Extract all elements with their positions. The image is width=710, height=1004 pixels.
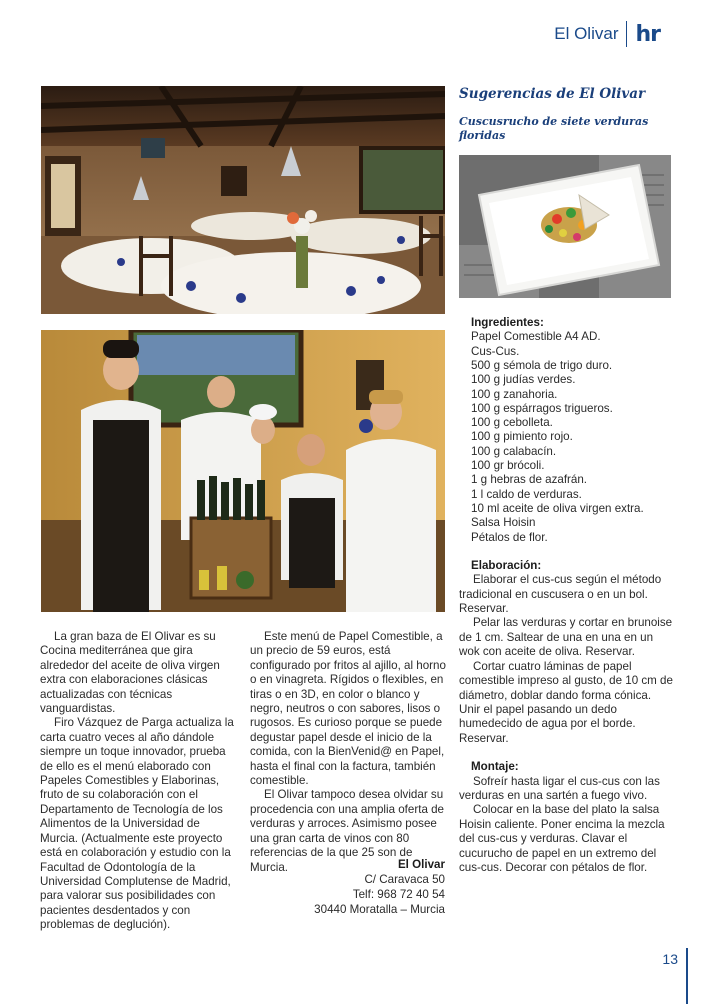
magazine-logo: hr [635,21,660,47]
article-paragraph: Este menú de Papel Comestible, a un precio de 59 euros, está configurado por fritos al ajillo, al horno o en vinagreta. Rígidos o flexibles, en tiras o en 3D, en color o blanco y negro, neutros o con sabores, lisos o rugosos. Es curioso porque se puede degustar papel desde el inicio de la comida, con la BienVenid@ en Papel, hasta el final con la factura, también comestible. [250,630,446,788]
ingredient-item: 100 g zanahoria. [471,387,558,401]
assembly-title: Montaje: [471,760,519,774]
page-number-bar [686,948,688,1004]
restaurant-team-photo [41,330,445,612]
article-column-1 [40,630,240,933]
elaboration-title: Elaboración: [471,558,542,572]
dining-room-photo [41,86,445,314]
restaurant-address [314,857,445,917]
elaboration-step: Pelar las verduras y cortar en brunoise de 1 cm. Saltear de una en una en un wok con aceite de oliva. Reservar. [459,616,673,659]
ingredients-title: Ingredientes: [471,316,544,329]
ingredient-item: 500 g sémola de trigo duro. [471,359,613,372]
assembly-step: Colocar en la base del plato la salsa Hoisin caliente. Poner encima la mezcla del cus-cus y verduras. Clavar el cucurucho de papel en un extremo del cus-cus. Decorar con pétalos de flor. [459,803,665,874]
dish-name: Cuscusrucho de siete verduras floridas [459,115,649,142]
ingredients-list [459,330,674,544]
ingredient-item: 100 g cebolleta. [471,416,553,430]
dish-photo [459,155,671,298]
running-header [554,20,660,48]
article-column-2 [250,630,450,875]
address-phone: Telf: 968 72 40 54 [352,888,445,901]
restaurant-name: El Olivar [397,858,445,871]
ingredient-item: Papel Comestible A4 AD. [471,330,601,344]
ingredient-item: 100 g espárragos trigueros. [471,401,613,415]
ingredient-item: 1 l caldo de verduras. [471,487,582,501]
ingredient-item: 100 g judías verdes. [471,373,576,387]
ingredient-item: 100 g calabacín. [471,444,557,458]
assembly-step: Sofreír hasta ligar el cus-cus con las verduras en una sartén a fuego vivo. [459,774,660,802]
article-paragraph: El Olivar tampoco desea olvidar su procedencia con una amplia oferta de verduras y arroces. Asimismo posee una gran carta de vinos con 80 referencias de la que 25 son de Murcia. [250,788,445,874]
address-street: C/ Caravaca 50 [364,873,445,886]
header-divider [626,21,627,47]
elaboration-step: Elaborar el cus-cus según el método tradicional en cuscusera o en un bol. Reservar. [459,573,662,616]
article-paragraph: La gran baza de El Olivar es su Cocina mediterránea que gira alrededor del aceite de oliva virgen extra con elaboraciones clásicas actualizadas con técnicas vanguardistas. [40,630,220,716]
article-paragraph: Firo Vázquez de Parga actualiza la carta cuatro veces al año dándole siempre un toque innovador, prueba de ello es el menú elaborado con Papeles Comestibles y Elaborinas, fruto de su colaboración con el Departamento de Tecnología de los Alimentos de la Universidad de Murcia. (Actualmente este proyecto está en colaboración y estudio con la Facultad de Odontología de la Universidad Complutense de Madrid, para valorar sus posibilidades con pacientes desdentados y con problemas de deglución). [40,716,234,932]
ingredient-item: Pétalos de flor. [471,530,548,544]
ingredient-item: Salsa Hoisin [471,516,536,530]
ingredient-item: 100 gr brócoli. [471,459,545,473]
ingredient-item: 1 g hebras de azafrán. [471,473,588,487]
ingredient-item: 100 g pimiento rojo. [471,430,573,444]
page-number: 13 [662,951,678,967]
recipe-heading: Sugerencias de El Olivar [459,86,646,102]
ingredient-item: 10 ml aceite de oliva virgen extra. [471,501,644,515]
recipe-column [459,316,674,875]
section-title: El Olivar [554,24,619,43]
ingredient-item: Cus-Cus. [471,344,520,358]
address-city: 30440 Moratalla – Murcia [314,903,445,916]
elaboration-step: Cortar cuatro láminas de papel comestible impreso al gusto, de 10 cm de diámetro, doblar dando forma cónica. Unir el papel pasando un dedo humedecido de agua por el borde. Reservar. [459,659,673,745]
